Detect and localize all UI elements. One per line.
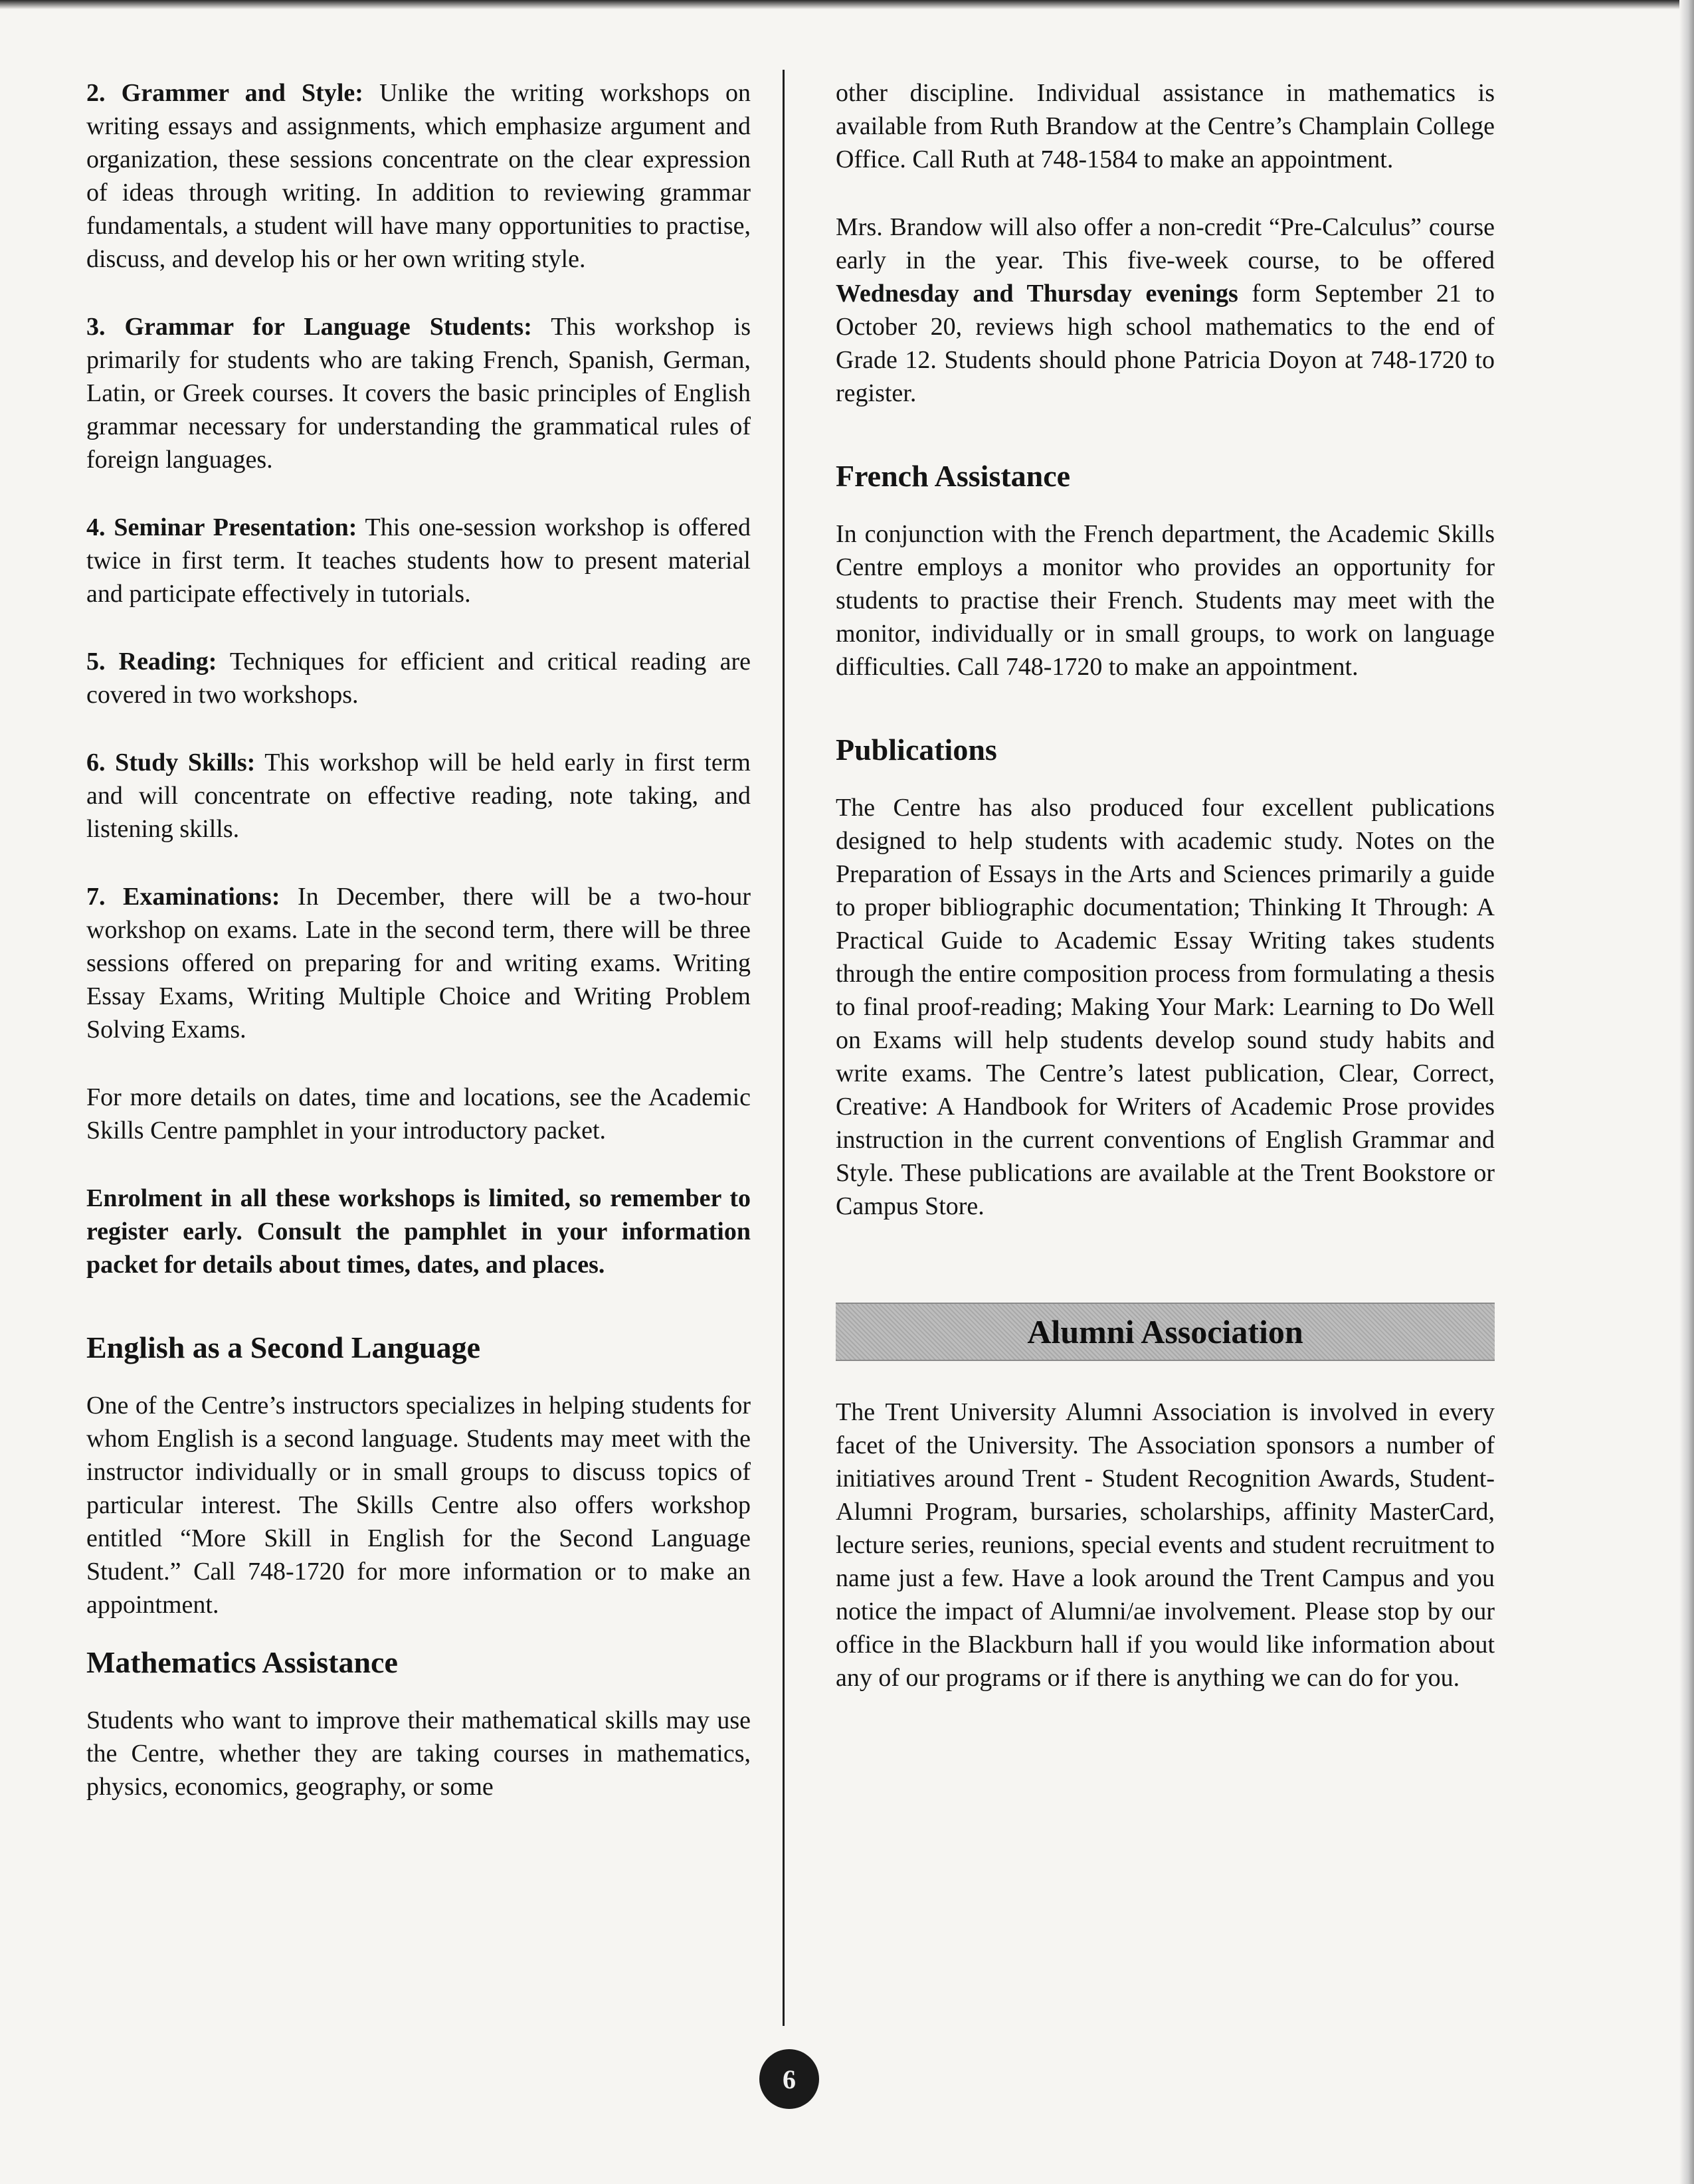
details-paragraph: For more details on dates, time and locations, see the Academic Skills Centre pamphlet in your introductory packet.	[86, 1083, 751, 1144]
grammar-style-body: Unlike the writing workshops on writing essays and assignments, which emphasize argument and organization, these sessions concentrate on the clear expression of ideas through writing. In addition to reviewing grammar fundamentals, a student will have many opportunities to practise, discuss, and develop his or her own writing style.	[86, 79, 751, 273]
esl-heading: English as a Second Language	[86, 1330, 481, 1364]
alumni-heading: Alumni Association	[1027, 1313, 1303, 1350]
french-paragraph: In conjunction with the French department, the Academic Skills Centre employs a monitor who provides an opportunity for students to practise their French. Students may meet with the monitor, individually or in small groups, to work on language difficulties. Call 748-1720 to make an appointment.	[836, 520, 1495, 681]
study-skills-lead: 6. Study Skills:	[86, 749, 256, 776]
examinations-body: In December, there will be a two-hour workshop on exams. Late in the second term, there will be three sessions offered on preparing for and writing exams. Writing Essay Exams, Writing Multiple Choice and Writing Problem Solving Exams.	[86, 883, 751, 1044]
reading-paragraph	[86, 645, 751, 711]
grammar-style-paragraph	[86, 76, 751, 276]
study-skills-paragraph	[86, 746, 751, 846]
study-skills-body: This workshop will be held early in first term and will concentrate on effective reading, note taking, and listening skills.	[86, 749, 751, 843]
column-divider	[783, 70, 785, 2026]
precalculus-text-start: Mrs. Brandow will also offer a non-credit “Pre-Calculus” course early in the year. This five-week course, to be offered	[836, 213, 1495, 274]
french-heading: French Assistance	[836, 459, 1071, 493]
enrolment-notice: Enrolment in all these workshops is limited, so remember to register early. Consult the pamphlet in your information packet for details about times, dates, and places.	[86, 1184, 751, 1279]
seminar-lead: 4. Seminar Presentation:	[86, 513, 357, 541]
alumni-banner	[836, 1303, 1495, 1361]
alumni-paragraph: The Trent University Alumni Association is involved in every facet of the University. The Association sponsors a number of initiatives around Trent - Student Recognition Awards, Student-Alumni Program, bursaries, scholarships, affinity MasterCard, lecture series, reunions, special events and student recruitment to name just a few. Have a look around the Trent Campus and you notice the impact of Alumni/ae involvement. Please stop by our office in the Blackburn hall if you would like information about any of our programs or if there is anything we can do for you.	[836, 1398, 1495, 1692]
precalculus-paragraph	[836, 211, 1495, 410]
examinations-paragraph	[86, 880, 751, 1046]
left-column	[86, 76, 751, 1803]
grammar-style-lead: 2. Grammer and Style:	[86, 79, 363, 107]
seminar-body: This one-session workshop is offered twice in first term. It teaches students how to present material and participate effectively in tutorials.	[86, 513, 751, 608]
publications-heading: Publications	[836, 733, 997, 767]
math-heading: Mathematics Assistance	[86, 1645, 398, 1679]
precalculus-text-end: form September 21 to October 20, reviews high school mathematics to the end of Grade 12. Students should phone Patricia Doyon at 748-1720 to register.	[836, 280, 1495, 407]
reading-body: Techniques for efficient and critical reading are covered in two workshops.	[86, 648, 751, 709]
math-continued-paragraph: other discipline. Individual assistance in mathematics is available from Ruth Brandow at the Centre’s Champlain College Office. Call Ruth at 748-1584 to make an appointment.	[836, 79, 1495, 173]
right-column	[836, 76, 1495, 1694]
page-number: 6	[759, 2049, 819, 2109]
seminar-paragraph	[86, 511, 751, 610]
scan-top-edge	[0, 0, 1694, 9]
grammar-language-paragraph	[86, 310, 751, 476]
math-paragraph: Students who want to improve their mathematical skills may use the Centre, whether they are taking courses in mathematics, physics, economics, geography, or some	[86, 1706, 751, 1801]
esl-paragraph: One of the Centre’s instructors specializes in helping students for whom English is a second language. Students may meet with the instructor individually or in small groups to discuss topics of particular interest. The Skills Centre also offers workshop entitled “More Skill in English for the Second Language Student.” Call 748-1720 for more information or to make an appointment.	[86, 1392, 751, 1619]
grammar-language-lead: 3. Grammar for Language Students:	[86, 313, 532, 341]
scan-right-edge	[1679, 0, 1694, 2184]
publications-paragraph: The Centre has also produced four excellent publications designed to help students with academic study. Notes on the Preparation of Essays in the Arts and Sciences primarily a guide to proper bibliographic documentation; Thinking It Through: A Practical Guide to Academic Essay Writing takes students through the entire composition process from formulating a thesis to final proof-reading; Making Your Mark: Learning to Do Well on Exams will help students develop sound study habits and write exams. The Centre’s latest publication, Clear, Correct, Creative: A Handbook for Writers of Academic Prose provides instruction in the current conventions of English Grammar and Style. These publications are available at the Trent Bookstore or Campus Store.	[836, 794, 1495, 1220]
grammar-language-body: This workshop is primarily for students who are taking French, Spanish, German, Latin, or Greek courses. It covers the basic principles of English grammar necessary for understanding the grammatical rules of foreign languages.	[86, 313, 751, 474]
examinations-lead: 7. Examinations:	[86, 883, 280, 911]
reading-lead: 5. Reading:	[86, 648, 217, 676]
precalculus-schedule: Wednesday and Thursday evenings	[836, 280, 1238, 308]
